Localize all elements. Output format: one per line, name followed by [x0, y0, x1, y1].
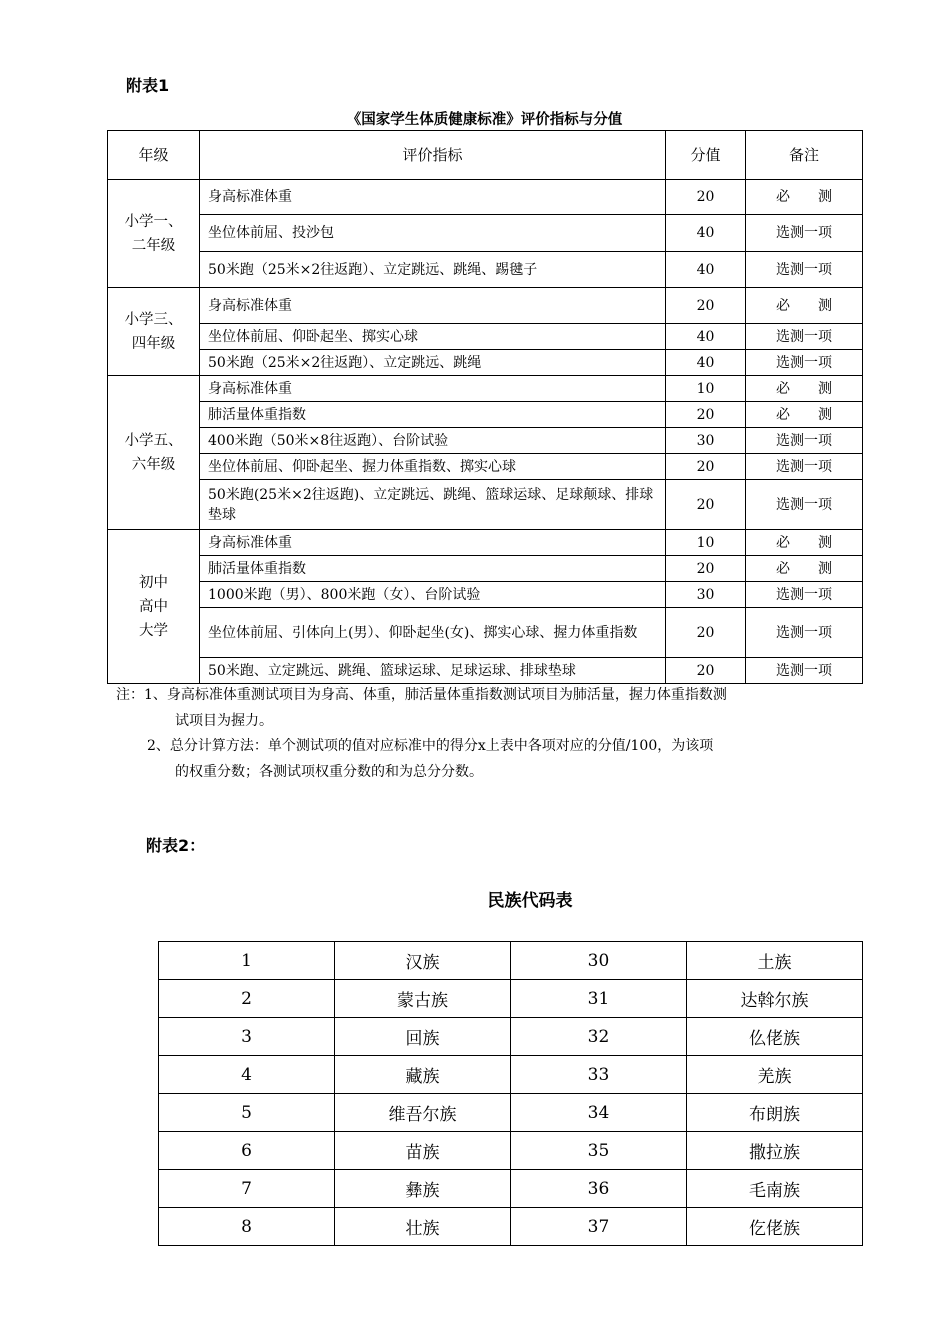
grade-cell: 小学三、 四年级 — [108, 288, 200, 376]
indicator-cell: 身高标准体重 — [200, 288, 666, 324]
remark-cell: 必 测 — [746, 530, 863, 556]
indicator-cell: 身高标准体重 — [200, 180, 666, 215]
indicator-cell: 50米跑(25米×2往返跑)、立定跳远、跳绳、篮球运球、足球颠球、排球垫球 — [200, 480, 666, 530]
score-cell: 20 — [666, 288, 746, 324]
score-cell: 40 — [666, 252, 746, 288]
score-cell: 30 — [666, 428, 746, 454]
table-row — [159, 1094, 863, 1132]
code-cell: 34 — [511, 1094, 687, 1132]
ethnicity-cell: 汉族 — [335, 942, 511, 980]
remark-cell: 选测一项 — [746, 582, 863, 608]
code-cell: 36 — [511, 1170, 687, 1208]
appendix1-label: 附表1 — [126, 76, 170, 95]
grade-cell: 小学五、 六年级 — [108, 376, 200, 530]
table-row — [108, 215, 863, 252]
remark-cell: 选测一项 — [746, 454, 863, 480]
remark-cell: 必 测 — [746, 288, 863, 324]
table-row — [108, 556, 863, 582]
ethnicity-cell: 撒拉族 — [687, 1132, 863, 1170]
indicator-cell: 1000米跑（男）、800米跑（女）、台阶试验 — [200, 582, 666, 608]
table-row — [159, 1170, 863, 1208]
score-cell: 20 — [666, 454, 746, 480]
table-row — [159, 1208, 863, 1246]
remark-cell: 选测一项 — [746, 350, 863, 376]
indicator-cell: 400米跑（50米×8往返跑）、台阶试验 — [200, 428, 666, 454]
indicator-cell: 50米跑（25米×2往返跑）、立定跳远、跳绳、踢毽子 — [200, 252, 666, 288]
table-row — [108, 288, 863, 324]
score-cell: 10 — [666, 376, 746, 402]
appendix2-caption: 民族代码表 — [487, 891, 573, 911]
indicator-cell: 50米跑（25米×2往返跑）、立定跳远、跳绳 — [200, 350, 666, 376]
score-cell: 40 — [666, 215, 746, 252]
ethnicity-cell: 维吾尔族 — [335, 1094, 511, 1132]
ethnicity-cell: 彝族 — [335, 1170, 511, 1208]
header-grade: 年级 — [108, 131, 200, 180]
score-cell: 20 — [666, 658, 746, 684]
remark-cell: 选测一项 — [746, 324, 863, 350]
remark-cell: 选测一项 — [746, 252, 863, 288]
table-row — [108, 252, 863, 288]
code-cell: 31 — [511, 980, 687, 1018]
ethnic-code-table — [158, 941, 863, 1246]
table-row — [108, 582, 863, 608]
indicator-cell: 身高标准体重 — [200, 376, 666, 402]
ethnicity-cell: 毛南族 — [687, 1170, 863, 1208]
ethnicity-cell: 布朗族 — [687, 1094, 863, 1132]
ethnicity-cell: 羌族 — [687, 1056, 863, 1094]
remark-cell: 必 测 — [746, 402, 863, 428]
fitness-standard-table — [107, 130, 863, 684]
indicator-cell: 坐位体前屈、仰卧起坐、掷实心球 — [200, 324, 666, 350]
score-cell: 20 — [666, 180, 746, 215]
grade-cell: 小学一、 二年级 — [108, 180, 200, 288]
remark-cell: 选测一项 — [746, 480, 863, 530]
table-row — [159, 1132, 863, 1170]
code-cell: 6 — [159, 1132, 335, 1170]
remark-cell: 选测一项 — [746, 658, 863, 684]
ethnicity-cell: 仡佬族 — [687, 1208, 863, 1246]
table-row — [108, 180, 863, 215]
table-row — [108, 376, 863, 402]
remark-cell: 必 测 — [746, 376, 863, 402]
ethnicity-cell: 蒙古族 — [335, 980, 511, 1018]
ethnicity-cell: 藏族 — [335, 1056, 511, 1094]
score-cell: 40 — [666, 350, 746, 376]
header-indicator: 评价指标 — [200, 131, 666, 180]
code-cell: 32 — [511, 1018, 687, 1056]
score-cell: 20 — [666, 556, 746, 582]
code-cell: 4 — [159, 1056, 335, 1094]
ethnicity-cell: 达斡尔族 — [687, 980, 863, 1018]
code-cell: 2 — [159, 980, 335, 1018]
indicator-cell: 肺活量体重指数 — [200, 402, 666, 428]
remark-cell: 选测一项 — [746, 608, 863, 658]
table-row — [108, 324, 863, 350]
remark-cell: 必 测 — [746, 180, 863, 215]
note-1-line-1: 注：1、身高标准体重测试项目为身高、体重，肺活量体重指数测试项目为肺活量，握力体重指数测 — [116, 687, 727, 703]
remark-cell: 选测一项 — [746, 215, 863, 252]
note-1-line-2: 试项目为握力。 — [175, 713, 273, 729]
score-cell: 20 — [666, 480, 746, 530]
ethnicity-cell: 回族 — [335, 1018, 511, 1056]
table-row — [159, 1018, 863, 1056]
code-cell: 3 — [159, 1018, 335, 1056]
code-cell: 33 — [511, 1056, 687, 1094]
table-row — [108, 350, 863, 376]
table-row — [108, 454, 863, 480]
code-cell: 1 — [159, 942, 335, 980]
header-remark: 备注 — [746, 131, 863, 180]
remark-cell: 必 测 — [746, 556, 863, 582]
table-row — [108, 608, 863, 658]
table-row — [159, 942, 863, 980]
appendix1-caption: 《国家学生体质健康标准》评价指标与分值 — [346, 112, 623, 128]
table-row — [159, 1056, 863, 1094]
score-cell: 20 — [666, 608, 746, 658]
table-row — [159, 980, 863, 1018]
grade-cell: 初中 高中 大学 — [108, 530, 200, 684]
table-row — [108, 402, 863, 428]
indicator-cell: 坐位体前屈、仰卧起坐、握力体重指数、掷实心球 — [200, 454, 666, 480]
ethnicity-cell: 苗族 — [335, 1132, 511, 1170]
ethnicity-cell: 壮族 — [335, 1208, 511, 1246]
indicator-cell: 坐位体前屈、投沙包 — [200, 215, 666, 252]
indicator-cell: 50米跑、立定跳远、跳绳、篮球运球、足球运球、排球垫球 — [200, 658, 666, 684]
code-cell: 35 — [511, 1132, 687, 1170]
note-2-line-1: 2、总分计算方法：单个测试项的值对应标准中的得分x上表中各项对应的分值/100，为该项 — [147, 738, 714, 754]
code-cell: 37 — [511, 1208, 687, 1246]
table-row — [108, 658, 863, 684]
code-cell: 5 — [159, 1094, 335, 1132]
ethnicity-cell: 仫佬族 — [687, 1018, 863, 1056]
score-cell: 30 — [666, 582, 746, 608]
score-cell: 10 — [666, 530, 746, 556]
indicator-cell: 坐位体前屈、引体向上(男）、仰卧起坐(女)、掷实心球、握力体重指数 — [200, 608, 666, 658]
appendix2-label: 附表2： — [146, 836, 206, 855]
score-cell: 40 — [666, 324, 746, 350]
indicator-cell: 肺活量体重指数 — [200, 556, 666, 582]
table-row — [108, 480, 863, 530]
remark-cell: 选测一项 — [746, 428, 863, 454]
code-cell: 30 — [511, 942, 687, 980]
table-row — [108, 530, 863, 556]
note-2-line-2: 的权重分数；各测试项权重分数的和为总分分数。 — [175, 764, 483, 780]
code-cell: 7 — [159, 1170, 335, 1208]
ethnicity-cell: 土族 — [687, 942, 863, 980]
table-row — [108, 428, 863, 454]
indicator-cell: 身高标准体重 — [200, 530, 666, 556]
code-cell: 8 — [159, 1208, 335, 1246]
header-score: 分值 — [666, 131, 746, 180]
score-cell: 20 — [666, 402, 746, 428]
